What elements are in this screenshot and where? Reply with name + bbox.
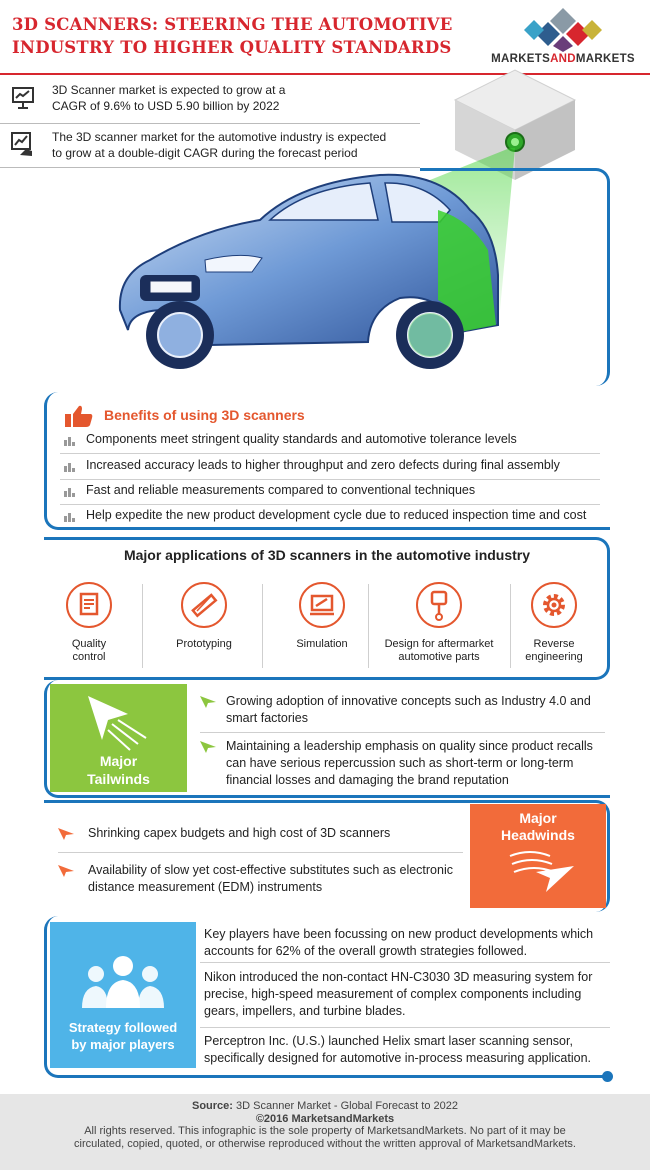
bar-chart-bullet-icon bbox=[64, 434, 76, 446]
presentation-board-icon bbox=[10, 84, 36, 110]
piston-icon bbox=[416, 582, 462, 628]
strategy-item: Perceptron Inc. (U.S.) launched Helix smart laser scanning sensor, specifically designed for automotive in-process measuring application. bbox=[204, 1034, 592, 1065]
headwind-text: Availability of slow yet cost-effective substitutes such as electronic distance measurement (EDM) instruments bbox=[88, 863, 453, 894]
benefit-text: Fast and reliable measurements compared to conventional techniques bbox=[86, 483, 476, 497]
strategy-divider bbox=[200, 1027, 610, 1028]
tailwinds-label-line-1: Major bbox=[99, 753, 138, 769]
application-label: Reverse engineering bbox=[525, 638, 583, 663]
footer-source-text: 3D Scanner Market - Global Forecast to 2022 bbox=[236, 1100, 458, 1112]
green-arrow-bullet-icon bbox=[200, 696, 216, 708]
stat-divider bbox=[0, 123, 420, 124]
stat-market-line-2: CAGR of 9.6% to USD 5.90 billion by 2022 bbox=[52, 99, 280, 113]
stat-auto-line-1: The 3D scanner market for the automotive industry is expected bbox=[52, 130, 387, 144]
footer-rights-line-1: All rights reserved. This infographic is the sole property of MarketsandMarkets. No part of it may be bbox=[84, 1125, 566, 1137]
headwinds-label-line-1: Major bbox=[519, 810, 557, 826]
application-label: Simulation bbox=[296, 638, 348, 650]
footer-copyright: ©2016 MarketsandMarkets bbox=[255, 1112, 395, 1125]
headwinds-label bbox=[470, 810, 606, 844]
footer bbox=[0, 1094, 650, 1170]
benefits-title: Benefits of using 3D scanners bbox=[104, 407, 305, 423]
stat-market-growth bbox=[10, 82, 430, 120]
applications-title: Major applications of 3D scanners in the automotive industry bbox=[123, 547, 531, 563]
logo-text-markets-2: MARKETS bbox=[575, 53, 635, 65]
application-simulation bbox=[284, 582, 360, 651]
stat-market-text bbox=[52, 82, 285, 114]
thumbs-up-icon bbox=[64, 404, 94, 428]
application-divider bbox=[142, 584, 143, 668]
benefit-text: Help expedite the new product development cycle due to reduced inspection time and cost bbox=[86, 508, 587, 522]
strategy-label-line-1: Strategy followed bbox=[68, 1020, 178, 1035]
application-aftermarket-design bbox=[372, 582, 506, 664]
group-people-icon bbox=[50, 922, 196, 1018]
application-divider bbox=[368, 584, 369, 668]
benefit-text: Increased accuracy leads to higher throughput and zero defects during final assembly bbox=[86, 458, 560, 472]
stat-automotive-text bbox=[52, 129, 386, 161]
marketsandmarkets-logo bbox=[478, 6, 648, 68]
benefit-item bbox=[64, 479, 600, 504]
bar-chart-bullet-icon bbox=[64, 510, 76, 522]
logo-text-markets: MARKETS bbox=[491, 53, 551, 65]
headwind-divider bbox=[58, 852, 463, 853]
stat-automotive-growth bbox=[10, 129, 430, 167]
orange-arrow-bullet-icon bbox=[58, 865, 74, 877]
stat-auto-line-2: to grow at a double-digit CAGR during the forecast period bbox=[52, 146, 358, 160]
application-reverse-engineering bbox=[516, 582, 592, 664]
tailwinds-label bbox=[50, 752, 187, 788]
strategy-end-dot bbox=[602, 1071, 613, 1082]
stat-market-line-1: 3D Scanner market is expected to grow at a bbox=[52, 83, 286, 97]
footer-source-label: Source: bbox=[192, 1100, 233, 1112]
stat-divider-2 bbox=[0, 167, 420, 168]
application-quality-control bbox=[52, 582, 126, 664]
application-divider bbox=[262, 584, 263, 668]
footer-rights-line-2: circulated, copied, quoted, or otherwise reproduced without the written approval of MarketsandMarkets. bbox=[74, 1137, 576, 1150]
application-label: Quality control bbox=[71, 638, 107, 663]
logo-text-and: AND bbox=[550, 53, 576, 65]
tailwind-text: Growing adoption of innovative concepts such as Industry 4.0 and smart factories bbox=[226, 694, 591, 725]
strategy-label bbox=[50, 1019, 196, 1053]
bar-chart-bullet-icon bbox=[64, 485, 76, 497]
tailwinds-label-line-2: Tailwinds bbox=[87, 771, 150, 787]
logo-diamonds-icon bbox=[478, 6, 648, 52]
strategy-divider bbox=[200, 962, 610, 963]
headwinds-label-line-2: Headwinds bbox=[501, 827, 575, 843]
orange-arrow-bullet-icon bbox=[58, 828, 74, 840]
car-frame-border bbox=[420, 168, 610, 386]
page-title bbox=[12, 13, 453, 59]
benefit-item bbox=[64, 454, 600, 479]
strategy-label-line-2: by major players bbox=[71, 1037, 175, 1052]
benefit-text: Components meet stringent quality standards and automotive tolerance levels bbox=[86, 432, 517, 446]
strategy-baseline bbox=[200, 1075, 610, 1078]
strategy-item: Key players have been focussing on new product developments which accounts for 62% of the overall growth strategies followed. bbox=[204, 927, 594, 958]
paper-plane-icon bbox=[50, 684, 187, 754]
application-label: Design for aftermarket automotive parts bbox=[384, 638, 494, 663]
application-prototyping bbox=[166, 582, 242, 651]
application-label: Prototyping bbox=[176, 638, 232, 650]
application-divider bbox=[510, 584, 511, 668]
title-line-2: INDUSTRY TO HIGHER QUALITY STANDARDS bbox=[12, 38, 452, 57]
quality-control-icon bbox=[66, 582, 112, 628]
footer-source bbox=[0, 1100, 650, 1113]
headwind-text: Shrinking capex budgets and high cost of 3D scanners bbox=[88, 826, 391, 840]
title-line-1: 3D SCANNERS: STEERING THE AUTOMOTIVE bbox=[12, 15, 453, 34]
prototyping-icon bbox=[181, 582, 227, 628]
gear-icon bbox=[531, 582, 577, 628]
strategy-item: Nikon introduced the non-contact HN-C3030 3D measuring system for precise, high-speed measurement of complex components including gears, impellers, and turbine blades. bbox=[204, 970, 593, 1018]
bar-chart-bullet-icon bbox=[64, 460, 76, 472]
growth-chart-hand-icon bbox=[10, 131, 36, 157]
tailwind-text: Maintaining a leadership emphasis on quality since product recalls can have serious repercussion such as short-term or long-term financial losses and damaging the brand reputation bbox=[226, 739, 593, 787]
green-arrow-bullet-icon bbox=[200, 741, 216, 753]
simulation-icon bbox=[299, 582, 345, 628]
benefit-item bbox=[64, 504, 600, 529]
benefit-item bbox=[64, 428, 600, 453]
tailwind-divider bbox=[200, 732, 605, 733]
